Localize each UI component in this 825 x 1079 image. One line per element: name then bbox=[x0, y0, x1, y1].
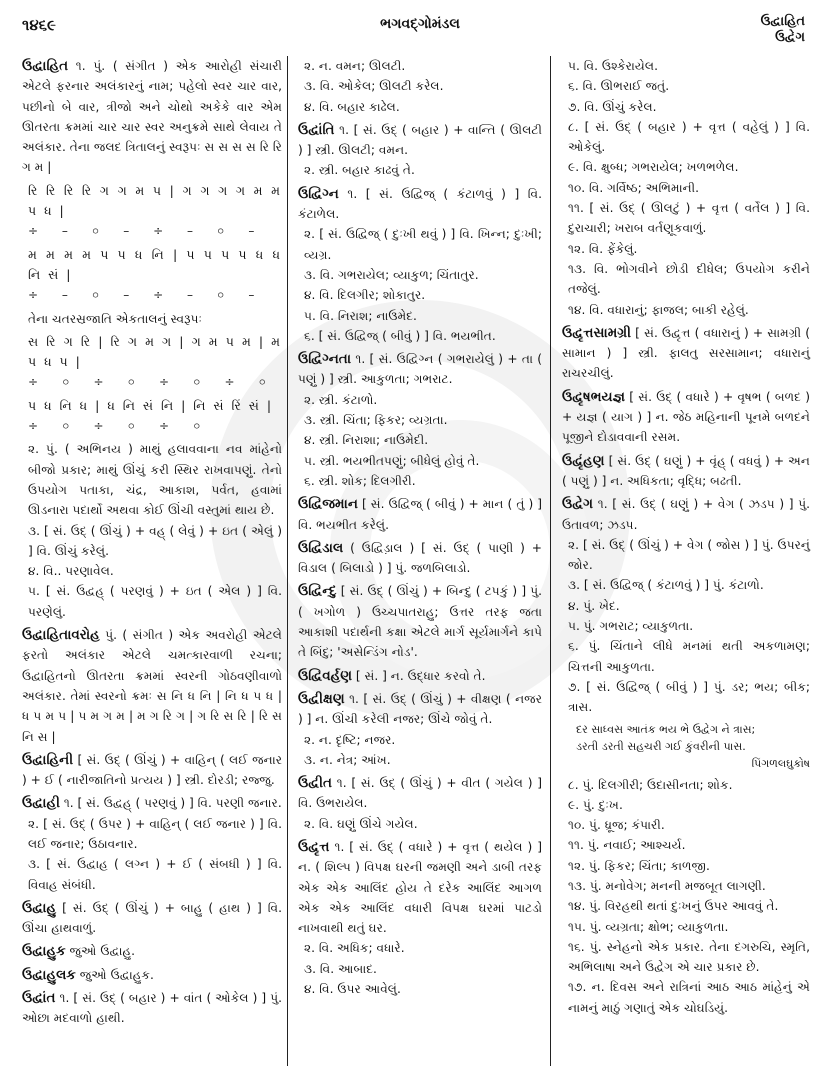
dictionary-entry bbox=[298, 666, 542, 686]
dictionary-entry bbox=[562, 451, 810, 492]
sense-item: ૧૦. પું. ધ્રૂજ; કંપારી. bbox=[568, 818, 665, 833]
dictionary-entry bbox=[562, 387, 810, 448]
dictionary-entry bbox=[22, 439, 282, 622]
sense-item: ૧૬. પું. સ્નેહનો એક પ્રકાર. તેના દગરુચિ, સ્મૃતિ, અભિલાષા અને ઉદ્વેગ એ ચાર પ્રકાર છે. bbox=[568, 939, 810, 975]
dictionary-entry bbox=[22, 309, 282, 329]
headword: ઉદ્વાહિતાવરોહ bbox=[22, 627, 100, 644]
dictionary-entry bbox=[22, 988, 282, 1029]
definition-text: ૧. [ સં. ઉદ્વિગ્ન ( ગભરાયેલું ) + તા ( પણું ) ] સ્ત્રી. આકુળતા; ગભરાટ. bbox=[298, 352, 543, 387]
running-title: ભગવદ્ગોમંડલ bbox=[380, 16, 460, 32]
entry-definition bbox=[298, 184, 542, 225]
headword: ઉદ્વાહુ bbox=[22, 899, 57, 916]
sense-item: ૩. [ સં. ઉદ્વિજ્ ( કંટાળવું ) ] પું. કંટાળો. bbox=[568, 578, 764, 593]
dictionary-entry bbox=[22, 396, 282, 437]
entry-definition bbox=[22, 750, 282, 791]
entry-definition bbox=[298, 349, 542, 390]
entry-definition bbox=[562, 494, 810, 535]
headword: ઉદ્વિન્દુ bbox=[298, 583, 337, 600]
dictionary-entry bbox=[562, 494, 810, 717]
definition-text: ૧. [ સં. ઉદ્ ( વધારે ) + વૃત્ત ( થયેલ ) ] ન. ( શિલ્પ ) વિપક્ષ ઘરની જમણી અને ડાબી તરફ એક એક આલિંદ હોય તે દરેક આલિંદ આગળ એક એક આલિંદ વધારી વિપક્ષ ઘરમાં પાટડો નાખવાથી થતું ઘર. bbox=[298, 839, 542, 936]
entry-definition bbox=[562, 451, 810, 492]
tala-marks: ÷ ০ ÷ ০ ÷ ০ bbox=[28, 419, 211, 434]
headword: ઉદ્વિડાલ bbox=[298, 539, 344, 556]
dictionary-entry bbox=[22, 181, 282, 242]
sense-item: ૧૧. પું. નવાઈ; આશ્ચર્ય. bbox=[568, 838, 686, 853]
definition-text: ૧. [ સં. ઉદ્વિજ્ ( કંટાળવું ) ] વિ. કંટાળેલ. bbox=[298, 186, 543, 222]
entry-definition bbox=[22, 56, 282, 178]
column-1 bbox=[22, 56, 282, 1032]
sense-item: ૧૧. [ સં. ઉદ્ ( ઊલટું ) + વૃત્ત ( વર્તેલ ) ] વિ. દુરાચારી; ખરાબ વર્તણૂકવાળું. bbox=[568, 201, 810, 236]
sense-item: ૪. વિ. ઉપર આવેલું. bbox=[304, 982, 401, 997]
dictionary-entry bbox=[22, 332, 282, 393]
tala-marks: ÷ – ০ – ÷ – ০ – bbox=[28, 224, 265, 239]
sense-item: ૪. વિ. દિલગીર; શોકાતુર. bbox=[304, 288, 426, 303]
sense-item: ૯. પું. દુઃખ. bbox=[568, 797, 623, 812]
swara-notation: રિ રિ રિ રિ ગ ગ મ પ | ગ ગ ગ ગ મ મ પ ધ | bbox=[28, 182, 282, 219]
definition-text: ૧. [ સં. ઉદ્ ( બહાર ) + વાંત ( ઓકેલ ) ] પું. ઓછા મદવાળો હાથી. bbox=[22, 991, 283, 1026]
headword: ઉદ્વાહુક bbox=[22, 943, 66, 960]
sense-item: ૩. વિ. ઓકેલ; ઊલટી કરેલ. bbox=[304, 79, 444, 94]
headword: ઉદ્વાહિત bbox=[22, 58, 69, 74]
entry-definition bbox=[298, 120, 542, 161]
headword: ઉદ્વિગ્નતા bbox=[298, 351, 352, 368]
sense-item: ૪. વિ. બહાર કાઢેલ. bbox=[304, 99, 400, 114]
sense-item: ૨. પું. ( અભિનય ) માથું હલાવવાના નવ માંહેનો બીજો પ્રકાર; માથું ઊંચું કરી સ્થિર રાખવાપણું. તેનો ઉપયોગ પતાકા, ચંદ્ર, આકાશ, પર્વત, હવામાં ઊડનારા પદાર્થો અથવા કોઈ ઊંચી વસ્તુમાં થાય છે. bbox=[28, 442, 282, 518]
entry-definition bbox=[298, 538, 542, 579]
sense-item: ૧૦. વિ. ગર્વિષ્ઠ; અભિમાની. bbox=[568, 180, 700, 195]
dictionary-entry bbox=[298, 581, 542, 662]
headword: ઉદ્વૃંહણ bbox=[562, 452, 605, 469]
sense-item: ૨. [ સં. ઉદ્વિજ્ ( દુઃખી થવું ) ] વિ. ખિન્ન; દુઃખી; વ્યગ્ર. bbox=[304, 227, 542, 262]
dictionary-entry bbox=[22, 750, 282, 791]
dictionary-entry bbox=[298, 837, 542, 999]
dictionary-entry bbox=[298, 349, 542, 491]
definition-text: પું. ( સંગીત ) એક અવરોહી એટલે ફરતો અલંકાર એટલે ચમત્કારવાળી રચના; ઉદ્વાહિતનો ઊતરતા ક્રમમાં સ્વરની ગોઠવણીવાળો અલંકાર. તેમાં સ્વરનો ક્રમઃ સ નિ ધ નિ | નિ ધ પ ધ | ધ પ મ પ | પ મ ગ મ | મ ગ રિ ગ | ગ રિ સ રિ | રિ સ નિ સ | bbox=[22, 628, 282, 744]
definition-text: જુઓ ઉદ્વાહુક. bbox=[79, 967, 154, 982]
dictionary-entry bbox=[22, 245, 282, 306]
column-divider-1 bbox=[287, 56, 288, 1066]
entry-definition bbox=[298, 837, 542, 938]
headword: ઉદ્વીક્ષણ bbox=[298, 690, 345, 707]
sense-item: ૩. [ સં. ઉદ્ ( ઊંચું ) + વહ્ ( લેવું ) + ઇત ( એલું ) ] વિ. ઊંચું કરેલું. bbox=[28, 523, 282, 558]
sense-item: ૨. ન. વમન; ઊલટી. bbox=[304, 59, 406, 73]
column-2 bbox=[298, 56, 542, 1002]
dictionary-entry bbox=[298, 56, 542, 117]
entry-definition bbox=[298, 689, 542, 730]
sense-item: ૨. સ્ત્રી. બહાર કાઢવું તે. bbox=[304, 163, 415, 178]
quotation-source: પિંગળલઘુકોષ bbox=[751, 756, 810, 770]
definition-text: ૧. [ સં. ઉદ્વહ્ ( પરણવું ) ] વિ. પરણી જનાર. bbox=[63, 796, 282, 811]
sense-item: ૮. પું. દિલગીરી; ઉદાસીનતા; શોક. bbox=[568, 777, 733, 792]
dictionary-entry bbox=[298, 773, 542, 834]
sense-item: ૫. પું. ગભરાટ; વ્યાકુળતા. bbox=[568, 619, 694, 634]
sense-item: ૨. [ સં. ઉદ્ ( ઊંચું ) + વેગ ( જોસ ) ] પું. ઉપરનું જોર. bbox=[568, 537, 810, 573]
dictionary-entry bbox=[298, 689, 542, 770]
definition-text: [ સં. ઉદ્વિજ્ ( બીવું ) + માન ( તું ) ] વિ. ભયભીત કરેલું. bbox=[298, 497, 543, 532]
dictionary-entry bbox=[298, 120, 542, 181]
sense-item: ૧૨. પું. ફિકર; ચિંતા; કાળજી. bbox=[568, 858, 710, 873]
sense-item: ૨. વિ. ઘણું ઊંચે ગયેલ. bbox=[304, 816, 418, 831]
guide-word-last: ઉદ્વેગ bbox=[775, 30, 805, 45]
dictionary-entry bbox=[22, 965, 282, 985]
sense-item: ૧૪. પું. વિરહથી થતાં દુઃખનું ઉપર આવવું તે. bbox=[568, 899, 779, 914]
dictionary-entry bbox=[298, 494, 542, 535]
dictionary-entry bbox=[562, 323, 810, 384]
sense-item: ૪. સ્ત્રી. નિરાશા; નાઉમેદી. bbox=[304, 433, 429, 448]
sense-item: ૯. વિ. ક્ષુબ્ધ; ગભરાયેલ; ખળભળેલ. bbox=[568, 160, 739, 175]
sense-item: ૧૩. વિ. ભોગવીને છોડી દીધેલ; ઉપયોગ કરીને તજેલું. bbox=[568, 261, 810, 297]
dictionary-entry bbox=[22, 793, 282, 894]
dictionary-entry bbox=[22, 56, 282, 178]
entry-definition bbox=[298, 666, 542, 686]
sense-item: ૧૭. ન. દિવસ અને રાત્રિનાં આઠ આઠ માંહેનું એ નામનું માઠું ગણાતું એક ચોઘડિયું. bbox=[568, 980, 810, 1015]
entry-definition bbox=[22, 898, 282, 939]
headword: ઉદ્વીત bbox=[298, 775, 332, 792]
sense-item: ૮. [ સં. ઉદ્ ( બહાર ) + વૃત્ત ( વહેલું ) ] વિ. ઓકેલું. bbox=[568, 119, 810, 155]
sense-item: ૨. સ્ત્રી. કંટાળો. bbox=[304, 392, 378, 407]
definition-text: જુઓ ઉદ્વાહુ. bbox=[69, 944, 136, 959]
headword: ઉદ્વિવર્હણ bbox=[298, 667, 353, 684]
definition-text: [ સં. ઉદ્ ( ઊંચું ) + વાહિન્ ( લઈ જનાર ) + ઈ ( નારીજાતિનો પ્રત્યય ) ] સ્ત્રી. દોરડી; રજ્જુ. bbox=[22, 752, 283, 788]
tala-marks: ÷ ০ ÷ ০ ÷ ০ ÷ ০ bbox=[28, 375, 277, 390]
sense-item: ૧૫. પું. વ્યગ્રતા; ક્ષોભ; વ્યાકુળતા. bbox=[568, 919, 729, 934]
sense-item: ૩. [ સં. ઉદ્વાહ ( લગ્ન ) + ઈ ( સંબધી ) ] વિ. વિવાહ સંબંધી. bbox=[28, 857, 282, 892]
guide-word-first: ઉદ્વાહિત bbox=[760, 14, 805, 29]
definition-text: ૧. [ સં. ઉદ્ ( ઊંચું ) + વીક્ષણ ( નજર ) ] ન. ઊંચી કરેલી નજર; ઊંચે જોવું તે. bbox=[298, 691, 543, 727]
sense-item: ૧૪. વિ. વધારાનું; ફાજલ; બાકી રહેલું. bbox=[568, 302, 749, 317]
sense-item: ૫. [ સં. ઉદ્વહ્ ( પરણવું ) + ઇત ( એલ ) ] વિ. પરણેલું. bbox=[28, 584, 282, 619]
dictionary-entry bbox=[562, 775, 810, 1019]
definition-text: ૧. [ સં. ઉદ્ ( ઘણું ) + વેગ ( ઝડપ ) ] પું. ઉતાવળ; ઝડપ. bbox=[562, 497, 811, 532]
sense-item: ૨. વિ. અધિક; વધારે. bbox=[304, 941, 405, 956]
tala-marks: ÷ – ০ – ÷ – ০ – bbox=[28, 288, 265, 303]
sense-item: ૩. ન. નેત્ર; આંખ. bbox=[304, 752, 391, 767]
page-number: ૧૪૬૯ bbox=[22, 16, 56, 34]
entry-definition bbox=[22, 793, 282, 813]
dictionary-entry bbox=[22, 625, 282, 747]
entry-definition bbox=[298, 773, 542, 814]
dictionary-entry bbox=[22, 941, 282, 961]
headword: ઉદ્વાહી bbox=[22, 795, 60, 812]
definition-text: ( ઉદ્વિડ઼ાલ ) [ સં. ઉદ્ ( પાણી ) + વિડાલ ( બિલાડો ) ] પું. જળબિલાડો. bbox=[298, 540, 543, 576]
headword: ઉદ્વાહુલક bbox=[22, 966, 76, 983]
entry-definition bbox=[298, 494, 542, 535]
sense-item: ૭. [ સં. ઉદ્વિજ્ ( બીવું ) ] પું. ડર; ભય; બીક; ત્રાસ. bbox=[568, 679, 810, 715]
headword: ઉદ્વિગ્ન bbox=[298, 185, 339, 202]
definition-text: [ સં. ] ન. ઉદ્ધાર કરવો તે. bbox=[355, 668, 486, 683]
definition-text: [ સં. ઉદ્ ( ઊંચું ) + બિન્દુ ( ટપકું ) ] પું. ( ખગોળ ) ઉચ્ચપાતરાહુ; ઉત્તર તરફ જતા આકાશી પદાર્થની કક્ષા એટલે માર્ગ સૂર્યમાર્ગને કાપે તે બિંદુ; 'અસેન્ડિંગ નોડ'. bbox=[298, 584, 542, 660]
definition-text: [ સં. ઉદ્વૃત્ત ( વધારાનું ) + સામગ્રી ( સામાન ) ] સ્ત્રી. ફાલતુ સરસામાન; વધારાનું રાચરચીલું. bbox=[562, 325, 810, 381]
headword: ઉદ્વેગ bbox=[562, 496, 594, 513]
swara-notation: મ મ મ મ પ પ ધ નિ | પ પ પ પ ધ ધ નિ સં | bbox=[28, 246, 282, 282]
entry-definition bbox=[22, 625, 282, 747]
sense-item: ૩. વિ. આબાદ. bbox=[304, 961, 377, 976]
sense-item: ૬. વિ. ઊભરાઈ જતું. bbox=[568, 79, 670, 94]
definition-text: ૧. પું. ( સંગીત ) એક આરોહી સંચારી એટલે ફરનાર અલંકારનું નામ; પહેલો સ્વર ચાર વાર, પછીનો બે વાર, ત્રીજો અને ચોથો અકેકે વાર એમ ઊતરતા ક્રમમાં ચાર ચાર સ્વર અનુક્રમે સાથે લેવાય તે અલંકાર. તેના જલદ ત્રિતાલનું સ્વરૂપઃ સ સ સ સ રિ રિ ગ મ | bbox=[22, 59, 283, 175]
dictionary-entry bbox=[22, 898, 282, 939]
quotation-line: દર સાધ્વસ આતંક ભય ભે ઉદ્વેગ ને ત્રાસ; bbox=[576, 722, 756, 736]
definition-text: [ સં. ઉદ્ ( ઘણું ) + વૃંહ્ ( વધવું ) + અન ( પણું ) ] ન. અધિકતા; વૃદ્ધિ; બઢતી. bbox=[562, 453, 810, 488]
sense-item: ૫. વિ. નિરાશ; નાઉમેદ. bbox=[304, 308, 417, 323]
notation-caption: તેના ચતરસ્રજાતિ એકતાલનું સ્વરૂપઃ bbox=[28, 311, 203, 326]
dictionary-entry bbox=[298, 538, 542, 579]
headword: ઉદ્વાંતિ bbox=[298, 121, 335, 138]
sense-item: ૭. વિ. ઊંચું કરેલ. bbox=[568, 99, 657, 114]
dictionary-entry bbox=[562, 56, 810, 320]
sense-item: ૧૩. પું. મનોવેગ; મનની મજબૂત લાગણી. bbox=[568, 878, 766, 893]
column-divider-2 bbox=[550, 56, 551, 1066]
entry-definition bbox=[298, 581, 542, 662]
sense-item: ૨. [ સં. ઉદ્ ( ઉપર ) + વાહિન્ ( લઈ જનાર ) ] વિ. લઈ જનાર; ઉઠાવનાર. bbox=[28, 816, 282, 851]
definition-text: ૧. [ સં. ઉદ્ ( ઊંચું ) + વીત ( ગયેલ ) ] વિ. ઉભરાયેલ. bbox=[298, 776, 543, 811]
sense-item: ૪. વિ.. પરણાવેલ. bbox=[28, 564, 114, 579]
dictionary-entry bbox=[298, 184, 542, 346]
sense-item: ૬. [ સં. ઉદ્વિજ્ ( બીવું ) ] વિ. ભયભીત. bbox=[304, 328, 496, 343]
headword: ઉદ્વૃત્તસામગ્રી bbox=[562, 324, 631, 341]
sense-item: ૩. સ્ત્રી. ચિંતા; ફિકર; વ્યગ્રતા. bbox=[304, 413, 448, 428]
quotation-line: ડરતી ડરતી સહચરી ગઈ કુંવરીની પાસ. bbox=[576, 739, 746, 753]
definition-text: ૧. [ સં. ઉદ્ ( બહાર ) + વાન્તિ ( ઊલટી ) ] સ્ત્રી. ઊલટી; વમન. bbox=[298, 122, 542, 158]
sense-item: ૧૨. વિ. ફેંકેલું. bbox=[568, 241, 638, 256]
headword: ઉદ્વાહિની bbox=[22, 751, 74, 768]
headword: ઉદ્વાંત bbox=[22, 990, 56, 1007]
sense-item: ૫. વિ. ઉશ્કેરાયેલ. bbox=[568, 59, 658, 73]
dictionary-entry bbox=[562, 721, 810, 772]
entry-definition bbox=[562, 323, 810, 384]
entry-definition bbox=[22, 988, 282, 1029]
sense-item: ૬. પું. ચિંતાને લીધે મનમાં થતી અકળામણ; ચિત્તની આકુળતા. bbox=[568, 639, 810, 674]
sense-item: ૩. વિ. ગભરાયેલ; વ્યાકુળ; ચિંતાતુર. bbox=[304, 267, 479, 282]
definition-text: [ સં. ઉદ્ ( ઊંચું ) + બાહુ ( હાથ ) ] વિ. ઊંચા હાથવાળું. bbox=[22, 900, 282, 936]
swara-notation: સ રિ ગ રિ | રિ ગ મ ગ | ગ મ પ મ | મ પ ધ પ | bbox=[28, 333, 282, 370]
headword: ઉદ્વિજમાન bbox=[298, 496, 358, 513]
headword: ઉદ્વૃત્ત bbox=[298, 838, 330, 855]
page-header bbox=[0, 10, 825, 50]
column-3 bbox=[562, 56, 810, 1021]
sense-item: ૫. સ્ત્રી. ભયભીતપણું; બીધેલું હોવું તે. bbox=[304, 453, 480, 468]
entry-definition bbox=[562, 387, 810, 448]
swara-notation: પ ધ નિ ધ | ધ નિ સં નિ | નિ સં રિં સં | bbox=[28, 397, 274, 413]
definition-text: [ સં. ઉદ્ ( વધારે ) + વૃષભ ( બળદ ) + યજ્ઞ ( યાગ ) ] ન. જેઠ મહિનાની પૂનમે બળદને પૂજીને દોડાવવાની રસમ. bbox=[562, 389, 811, 445]
headword: ઉદ્વૃષભયજ્ઞ bbox=[562, 388, 625, 405]
sense-item: ૨. ન. દૃષ્ટિ; નજર. bbox=[304, 732, 396, 747]
guide-words bbox=[761, 14, 805, 46]
sense-item: ૬. સ્ત્રી. શોક; દિલગીરી. bbox=[304, 473, 416, 488]
entry-definition bbox=[22, 965, 282, 985]
entry-definition bbox=[22, 941, 282, 961]
sense-item: ૪. પું. ખેદ. bbox=[568, 598, 620, 613]
